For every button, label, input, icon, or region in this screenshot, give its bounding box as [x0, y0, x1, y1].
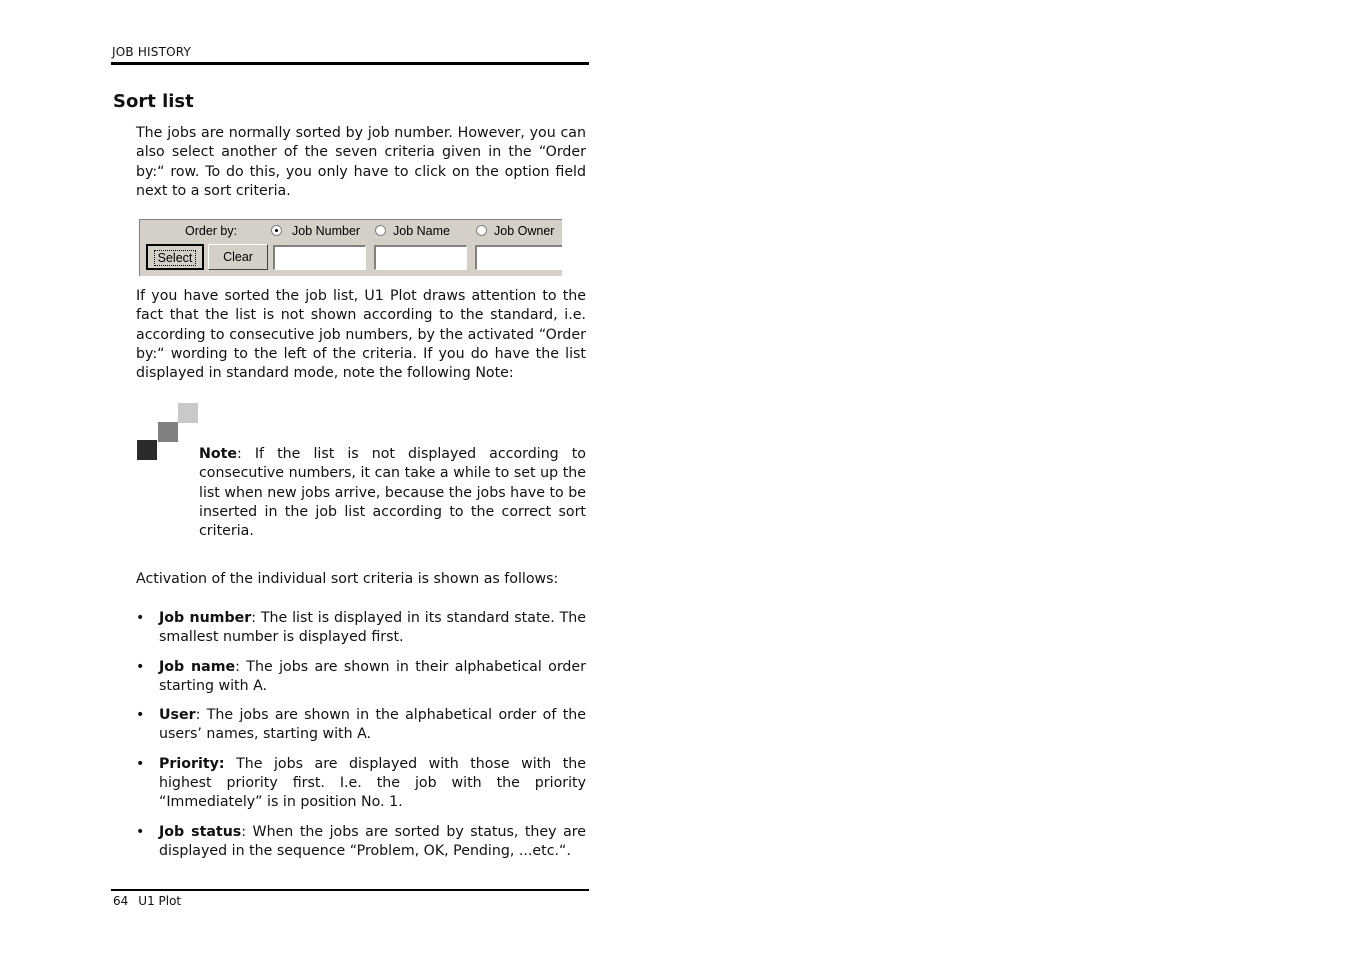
- note-icon-square-mid: [158, 422, 178, 442]
- clear-button-label: Clear: [223, 250, 253, 264]
- order-by-label: Order by:: [185, 224, 238, 238]
- footer-rule: [111, 889, 589, 891]
- radio-job-owner[interactable]: [476, 225, 487, 236]
- list-item-text: : The jobs are shown in their alphabetical order starting with A.: [159, 658, 586, 694]
- list-item-term: Job status: [159, 823, 242, 840]
- option-job-number-label: Job Number: [292, 224, 361, 238]
- intro-paragraph: The jobs are normally sorted by job number. However, you can also select another of the seven criteria given in the “Order by:“ row. To do this, you only have to click on the option field next to a sort criteria.: [136, 125, 586, 199]
- activation-paragraph: Activation of the individual sort criteria is shown as follows:: [136, 571, 559, 587]
- option-job-owner-label: Job Owner: [494, 224, 555, 238]
- note-text: : If the list is not displayed according to consecutive numbers, it can take a while to set up the list when new jobs arrive, because the jobs have to be inserted in the job list according to the correct sort criteria.: [199, 446, 586, 540]
- note-icon-square-light: [178, 403, 198, 423]
- sorted-list-paragraph: If you have sorted the job list, U1 Plot draws attention to the fact that the list is not shown according to the standard, i.e. according to consecutive job numbers, by the activated “Order by:“ wording to the left of the criteria. If you do have the list displayed in standard mode, note the following Note:: [136, 288, 586, 382]
- bullet-symbol: •: [136, 755, 145, 772]
- note-paragraph: [199, 445, 586, 541]
- list-item: [136, 823, 586, 862]
- section-title: Sort list: [113, 91, 194, 112]
- select-button-label: Select: [154, 250, 197, 266]
- list-item-text: : When the jobs are sorted by status, they are displayed in the sequence “Problem, OK, Pending, ...etc.“.: [159, 823, 587, 859]
- header-rule: [111, 62, 589, 65]
- list-item-text: The jobs are displayed with those with the highest priority first. I.e. the job with the priority “Immediately” is in position No. 1.: [159, 755, 586, 811]
- bullet-symbol: •: [136, 707, 145, 724]
- list-item: [136, 755, 586, 813]
- note-label: Note: [199, 446, 238, 462]
- list-item: [136, 609, 586, 648]
- list-item: [136, 658, 586, 697]
- job-name-filter-field[interactable]: [374, 245, 467, 270]
- list-item-text: : The jobs are shown in the alphabetical order of the users’ names, starting with A.: [159, 707, 586, 743]
- select-button[interactable]: [146, 244, 204, 270]
- list-item-term: User: [159, 707, 196, 724]
- footer-product: U1 Plot: [138, 894, 182, 908]
- list-item-term: Job number: [159, 610, 252, 626]
- footer: [113, 894, 191, 908]
- note-icon-square-dark: [137, 440, 157, 460]
- list-item: [136, 706, 586, 745]
- running-head: JOB HISTORY: [112, 45, 192, 59]
- bullet-symbol: •: [136, 823, 145, 840]
- list-item-text: : The list is displayed in its standard state. The smallest number is displayed first.: [159, 610, 586, 646]
- option-job-name-label: Job Name: [393, 224, 450, 238]
- radio-job-name[interactable]: [375, 225, 386, 236]
- order-by-screenshot: [139, 219, 562, 276]
- job-owner-filter-field[interactable]: [475, 245, 562, 270]
- bullet-symbol: •: [136, 658, 145, 675]
- radio-job-number[interactable]: [271, 225, 282, 236]
- list-item-term: Job name: [159, 658, 236, 675]
- bullet-symbol: •: [136, 610, 145, 626]
- list-item-term: Priority:: [159, 755, 225, 772]
- job-number-filter-field[interactable]: [273, 245, 366, 270]
- clear-button[interactable]: [208, 244, 268, 270]
- criteria-list: [136, 609, 586, 871]
- page-number: 64: [113, 894, 129, 908]
